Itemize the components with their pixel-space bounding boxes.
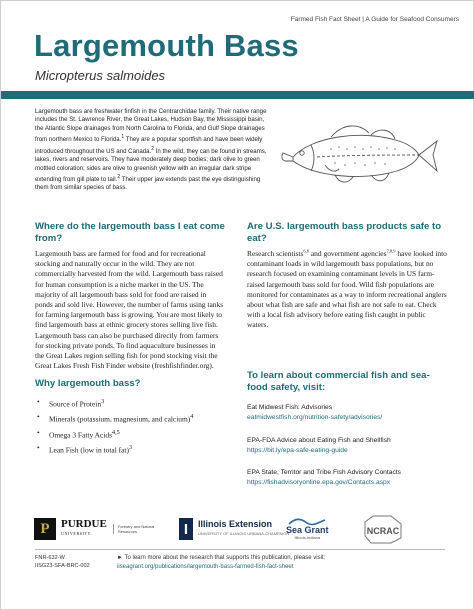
- purdue-wordmark: [61, 519, 107, 539]
- intro-ref-1: 1: [121, 134, 125, 141]
- arrow-right-icon: ►: [117, 555, 125, 561]
- resource-link[interactable]: eatmidwestfish.org/nutrition-safety/advisories/: [247, 413, 383, 421]
- sea-grant-name: Sea Grant: [286, 525, 329, 535]
- publication-code-2: IISG23-SFA-BRC-002: [35, 563, 90, 569]
- benefit-text: Omega 3 Fatty Acids: [49, 429, 113, 439]
- resource-label: Eat Midwest Fish: Advisories: [247, 404, 333, 411]
- list-item: [35, 411, 225, 426]
- origin-body: [35, 249, 225, 371]
- title-divider: [1, 91, 474, 99]
- intro-text-3: In the wild, they can be found in streams, lakes, rivers and reservoirs. They have moderately deep bodies; dark olive to green mottled coloration; sides are olive to greenish yellow with an irregular dark stripe extending from gill plate to tail.: [35, 147, 267, 183]
- resource-item: [247, 468, 457, 487]
- footer-divider: [35, 549, 445, 550]
- benefit-text: Lean Fish (low in total fat): [49, 445, 129, 455]
- benefit-text: Source of Protein: [49, 399, 102, 409]
- section-heading-learn: To learn about commercial fish and sea-food safety, visit:: [247, 370, 430, 393]
- largemouth-bass-illustration: [271, 111, 443, 197]
- publication-code-1: FNR-632-W: [35, 555, 65, 561]
- purdue-sub: UNIVERSITY.: [61, 531, 93, 536]
- illinois-name: Illinois Extension: [198, 519, 273, 529]
- footer-note-label: To learn more about the research that supports this publication, please visit:: [124, 555, 326, 561]
- safety-text-b: and government agencies: [309, 249, 387, 258]
- scientific-name: Micropterus salmoides: [35, 68, 166, 83]
- ncrac-logo: [361, 509, 405, 549]
- right-column: [247, 221, 447, 331]
- resource-item: [247, 403, 457, 422]
- illinois-extension-logo: [179, 509, 289, 549]
- ncrac-emblem-icon: [361, 512, 405, 546]
- illinois-wordmark: [198, 519, 289, 539]
- benefit-ref: 3: [128, 443, 133, 451]
- left-column: [35, 221, 225, 457]
- intro-text-4: Their upper jaw extends past the eye distinguishing them from similar species of bass.: [35, 175, 261, 192]
- series-label: Farmed Fish Fact Sheet | A Guide for Seafood Consumers: [290, 16, 459, 23]
- page-title: Largemouth Bass: [34, 28, 299, 63]
- benefit-ref: 4: [190, 413, 194, 421]
- benefit-ref: 3: [101, 397, 105, 405]
- benefit-ref: 4,5: [112, 428, 120, 436]
- resource-label: EPA State, Territor and Tribe Fish Advisory Contacts: [247, 469, 402, 476]
- resource-link[interactable]: https://bit.ly/epa-safe-eating-guide: [247, 446, 348, 454]
- illinois-i-icon: I: [179, 518, 193, 540]
- resource-link[interactable]: https://fishadvisoryonline.epa.gov/Contacts.aspx: [247, 478, 391, 486]
- intro-text-1: Largemouth bass are freshwater finfish in the Centrarchidae family. Their native range includes the St. Lawrence River, the Great Lakes, Hudson Bay, the Mississippi basin, the Atlantic Slope drainages from North Carolina to Florida, and Gulf Slope drainages from northern Mexico to Florida.: [35, 108, 267, 144]
- section-heading-safety: Are U.S. largemouth bass products safe to eat?: [247, 221, 442, 244]
- resource-label: EPA-FDA Advice about Eating Fish and Shellfish: [247, 437, 391, 444]
- origin-text: Largemouth bass are farmed for food and for recreational stocking and naturally occur in the wild. They are not commercially harvested from the wild. Largemouth bass raised for human consumption is a niche market in the US. The majority of all largemouth bass sold for food are raised in ponds and sold live. However, the number of farms using tanks for farming largemouth bass is growing. You are most likely to find largemouth bass at ethnic grocery stores selling live fish. Largemouth bass can also be purchased directly from farmers for stocking private ponds. To find aquaculture businesses in the Great Lakes region selling fish for pond stocking visit the Great Lakes Fresh Fish Finder website (: [35, 249, 224, 371]
- purdue-logo: [34, 509, 161, 549]
- purdue-p-icon: P: [34, 518, 56, 540]
- publication-codes: [35, 554, 90, 570]
- intro-paragraph: [35, 108, 271, 193]
- safety-text-c: have looked into contaminant loads in wild largemouth bass populations, but no research focused on examining contaminant levels in US farm-raised largemouth bass sold for food. Wild fish populations are monitored for contaminates as a way to inform recreational anglers about what fish are safe and what fish are not safe to eat. Check with a local fish advisory before eating fish caught in public waters.: [247, 249, 447, 330]
- benefit-text: Minerals (potassium, magnesium, and calcium): [49, 414, 191, 424]
- safety-ref-a: 6,8: [303, 248, 310, 254]
- ncrac-name: NCRAC: [366, 526, 400, 536]
- section-heading-why: Why largemouth bass?: [35, 378, 141, 390]
- footer-note-text: [117, 554, 447, 563]
- purdue-name: PURDUE: [61, 518, 107, 530]
- illinois-sub: UNIVERSITY OF ILLINOIS URBANA-CHAMPAIGN: [198, 531, 290, 536]
- safety-body: [247, 249, 447, 331]
- intro-ref-2: 2: [151, 145, 155, 152]
- safety-text-a: Research scientists: [247, 249, 304, 258]
- footer-link[interactable]: iiseagrant.org/publications/largemouth-bass-farmed-fish-fact-sheet: [117, 563, 294, 570]
- safety-ref-b: 7,8,9: [386, 248, 396, 254]
- origin-text-end: ).: [209, 361, 214, 371]
- list-item: [35, 442, 225, 457]
- freshfishfinder-link[interactable]: freshfishfinder.org: [154, 361, 210, 371]
- intro-ref-3: 2: [117, 173, 121, 180]
- intro-text-2: They are a popular sportfish and have been widely introduced throughout the US and Canada.: [35, 136, 263, 155]
- footer-note: [117, 554, 447, 571]
- resource-item: [247, 436, 457, 455]
- benefits-list: [35, 396, 225, 457]
- list-item: [35, 396, 225, 411]
- sea-grant-logo: [286, 509, 329, 549]
- list-item: [35, 427, 225, 442]
- section-heading-origin: Where do the largemouth bass I eat come from?: [35, 221, 225, 244]
- purdue-department: Forestry and Natural Resources: [113, 524, 161, 534]
- partner-logos: [1, 509, 474, 549]
- sea-grant-sub: Illinois-Indiana: [294, 535, 321, 540]
